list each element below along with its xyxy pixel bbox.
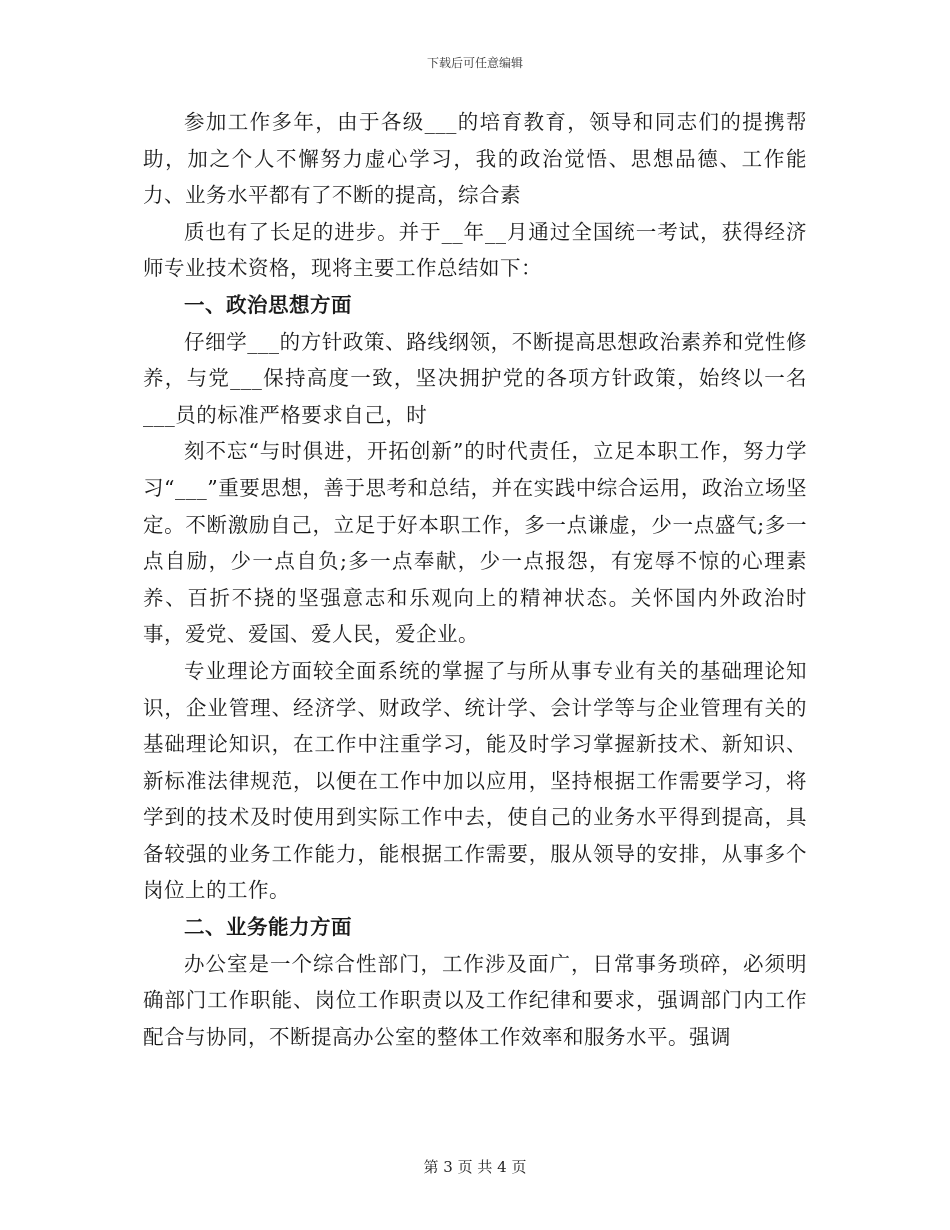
page-footer-number: 第 3 页 共 4 页 bbox=[423, 1158, 527, 1176]
paragraph-1: 参加工作多年，由于各级___的培育教育，领导和同志们的提携帮助，加之个人不懈努力虚心学习，我的政治觉悟、思想品德、工作能力、业务水平都有了不断的提高，综合素 bbox=[143, 110, 807, 208]
page-header-note: 下载后可任意编辑 bbox=[426, 56, 523, 70]
paragraph-5: 专业理论方面较全面系统的掌握了与所从事专业有关的基础理论知识，企业管理、经济学、财政学、统计学、会计学等与企业管理有关的基础理论知识，在工作中注重学习，能及时学习掌握新技术、新知识、新标准法律规范，以便在工作中加以应用，坚持根据工作需要学习，将学到的技术及时使用到实际工作中去，使自己的业务水平得到提高，具备较强的业务工作能力，能根据工作需要，服从领导的安排，从事多个岗位上的工作。 bbox=[143, 658, 807, 903]
paragraph-4: 刻不忘“与时俱进，开拓创新”的时代责任，立足本职工作，努力学习“___”重要思想，善于思考和总结，并在实践中综合运用，政治立场坚定。不断激励自己，立足于好本职工作，多一点谦虚，少一点盛气;多一点自励，少一点自负;多一点奉献，少一点报怨，有宠辱不惊的心理素养、百折不挠的坚强意志和乐观向上的精神状态。关怀国内外政治时事，爱党、爱国、爱人民，爱企业。 bbox=[143, 439, 807, 647]
paragraph-6: 办公室是一个综合性部门，工作涉及面广，日常事务琐碎，必须明确部门工作职能、岗位工作职责以及工作纪律和要求，强调部门内工作配合与协同，不断提高办公室的整体工作效率和服务水平。强调 bbox=[143, 951, 807, 1049]
section-heading-business: 二、业务能力方面 bbox=[184, 915, 352, 940]
paragraph-2: 质也有了长足的进步。并于__年__月通过全国统一考试，获得经济师专业技术资格，现将主要工作总结如下： bbox=[143, 219, 807, 281]
document-body bbox=[143, 104, 807, 1055]
section-heading-political: 一、政治思想方面 bbox=[184, 292, 352, 317]
paragraph-3: 仔细学___的方针政策、路线纲领，不断提高思想政治素养和党性修养，与党___保持高度一致，坚决拥护党的各项方针政策，始终以一名___员的标准严格要求自己，时 bbox=[143, 329, 807, 427]
